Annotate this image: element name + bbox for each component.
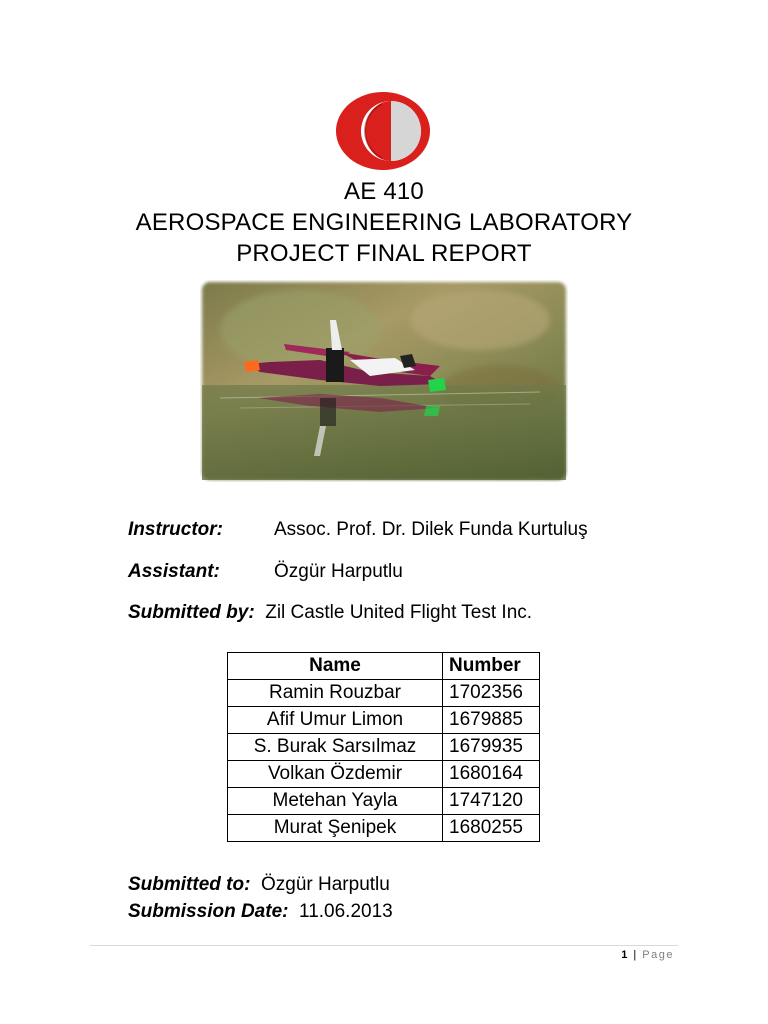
- submitted-by-label: Submitted by:: [128, 602, 255, 623]
- member-name: Ramin Rouzbar: [228, 680, 443, 707]
- table-row: [228, 788, 540, 815]
- page-word: Page: [642, 949, 674, 961]
- member-number: 1747120: [443, 788, 540, 815]
- lab-name: AEROSPACE ENGINEERING LABORATORY: [135, 209, 633, 236]
- assistant-row: [128, 560, 403, 584]
- submitted-by-row: [128, 601, 532, 625]
- page-number: 1: [621, 949, 629, 961]
- table-row: [228, 734, 540, 761]
- assistant-value: Özgür Harputlu: [274, 561, 403, 582]
- assistant-label: Assistant:: [128, 561, 220, 582]
- instructor-value: Assoc. Prof. Dr. Dilek Funda Kurtuluş: [274, 519, 588, 540]
- number-header: Number: [443, 653, 540, 680]
- table-header-row: [228, 653, 540, 680]
- member-name: Murat Şenipek: [228, 815, 443, 842]
- table-row: [228, 707, 540, 734]
- table-row: [228, 761, 540, 788]
- member-number: 1679885: [443, 707, 540, 734]
- member-number: 1680255: [443, 815, 540, 842]
- members-table: [227, 652, 540, 842]
- table-row: [228, 815, 540, 842]
- member-name: S. Burak Sarsılmaz: [228, 734, 443, 761]
- submitted-by-value: Zil Castle United Flight Test Inc.: [265, 602, 533, 623]
- seaplane-photo: [200, 280, 568, 482]
- member-name: Afif Umur Limon: [228, 707, 443, 734]
- instructor-label: Instructor:: [128, 519, 223, 540]
- submission-date-row: [128, 900, 393, 924]
- name-header: Name: [228, 653, 443, 680]
- member-number: 1702356: [443, 680, 540, 707]
- table-row: [228, 680, 540, 707]
- instructor-row: [128, 518, 588, 542]
- submission-date-value: 11.06.2013: [299, 901, 393, 922]
- university-logo-icon: [333, 90, 433, 172]
- member-name: Volkan Özdemir: [228, 761, 443, 788]
- member-number: 1680164: [443, 761, 540, 788]
- page-separator: |: [633, 949, 638, 961]
- submitted-to-label: Submitted to:: [128, 874, 251, 895]
- course-code: AE 410: [344, 178, 424, 205]
- member-name: Metehan Yayla: [228, 788, 443, 815]
- submitted-to-row: [128, 873, 390, 897]
- submitted-to-value: Özgür Harputlu: [261, 874, 390, 895]
- report-type: PROJECT FINAL REPORT: [236, 240, 532, 267]
- member-number: 1679935: [443, 734, 540, 761]
- submission-date-label: Submission Date:: [128, 901, 289, 922]
- page-footer: [621, 949, 674, 961]
- report-title: [0, 176, 768, 269]
- footer-divider: [90, 945, 678, 946]
